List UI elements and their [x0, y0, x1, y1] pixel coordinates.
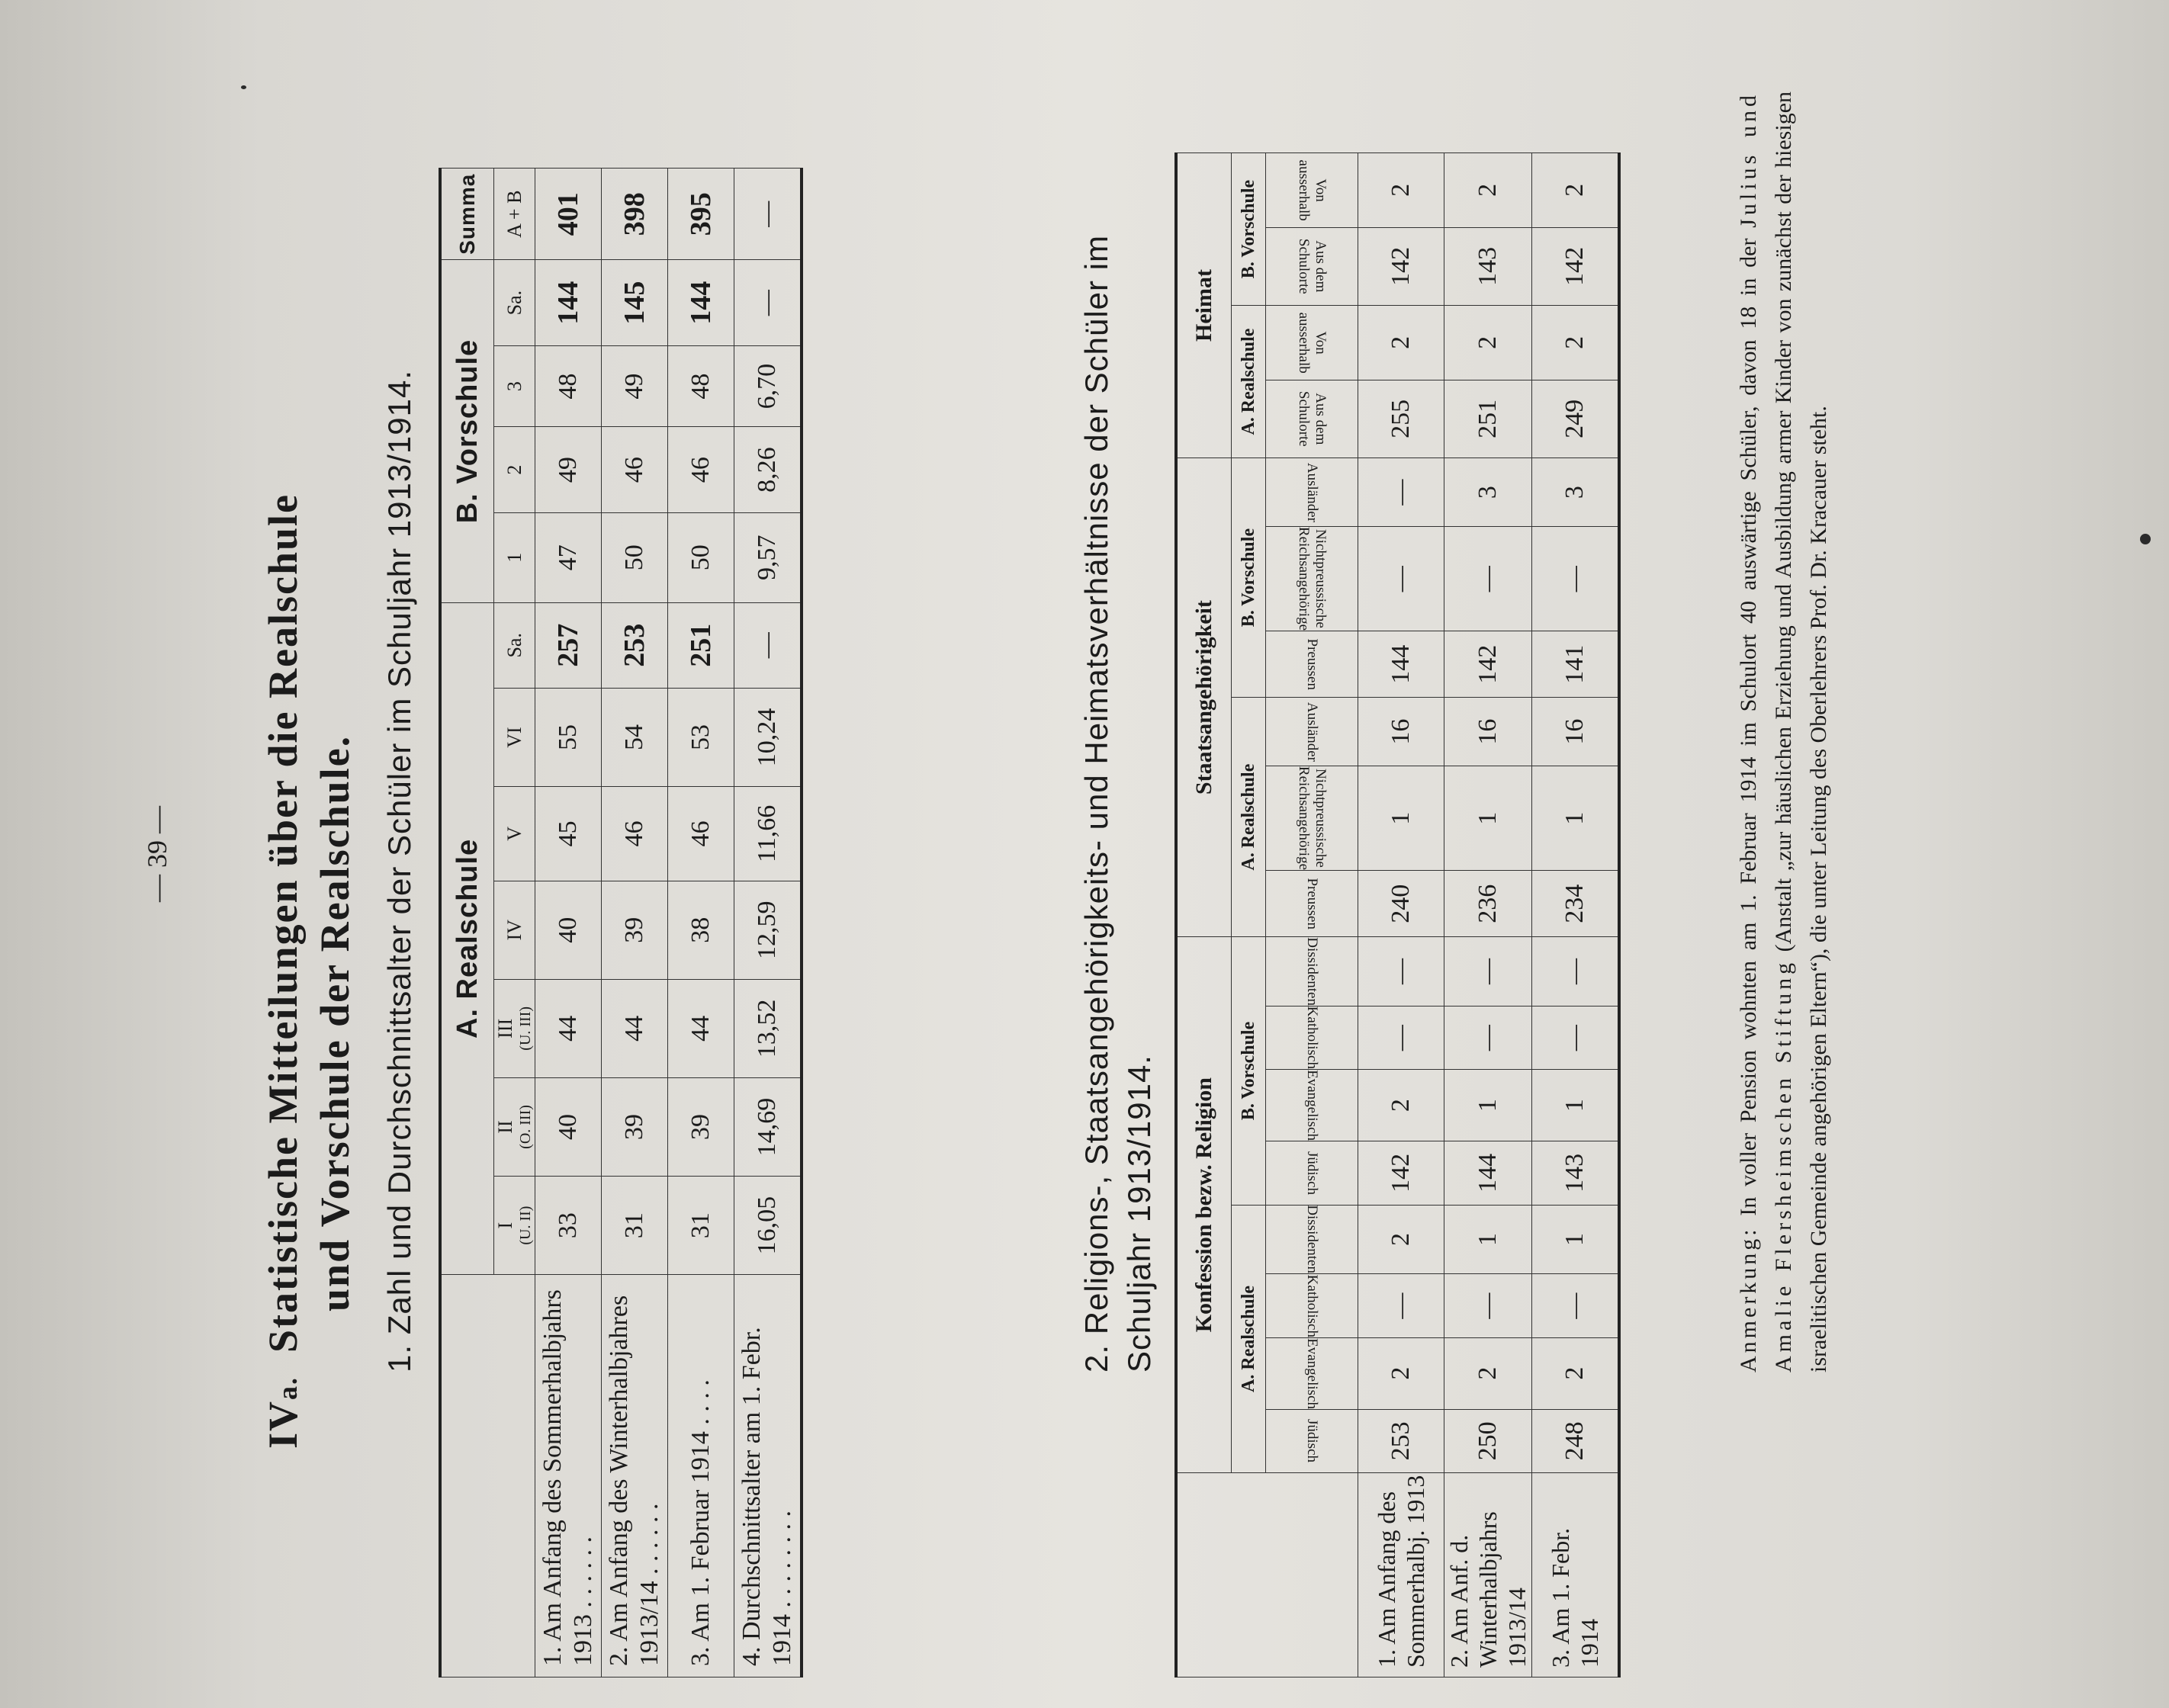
table-row [1358, 153, 1444, 1678]
table-cell: 14,69 [734, 1077, 802, 1176]
table-cell: 1 [1532, 1070, 1620, 1141]
table-cell: 395 [668, 169, 734, 260]
column-header: Aus dem Schulorte [1266, 380, 1358, 458]
table-cell: — [1358, 1274, 1444, 1337]
table-cell: 1 [1444, 1070, 1532, 1141]
table-cell: 47 [535, 512, 602, 602]
column-header: Jüdisch [1266, 1141, 1358, 1206]
table-cell: — [1532, 1006, 1620, 1069]
row-label: 3. Am 1. Februar 1914 . . . . [668, 1275, 734, 1678]
table-cell: — [1444, 1274, 1532, 1337]
table-cell: 1 [1532, 1205, 1620, 1274]
table-cell: 16,05 [734, 1177, 802, 1275]
subgroup-header: A. Realschule [1232, 698, 1266, 937]
column-header: Nichtpreussische Reichsangehörige [1266, 527, 1358, 631]
subgroup-header: A. Realschule [1232, 1205, 1266, 1473]
footnote-key: Anmerkung: [1736, 1226, 1761, 1372]
table-cell: 255 [1358, 380, 1444, 458]
table-cell: 13,52 [734, 979, 802, 1077]
table-cell: 253 [1358, 1409, 1444, 1473]
column-header: Von ausserhalb [1266, 153, 1358, 228]
table-cell: 10,24 [734, 688, 802, 786]
table-cell: 234 [1532, 871, 1620, 937]
column-header: Evangelisch [1266, 1337, 1358, 1409]
column-header: Von ausserhalb [1266, 306, 1358, 380]
footnote-text-1: In voller Pension wohnten am 1. Februar 1914 im Schulort 40 auswärtige Schüler, davon 18 in der [1736, 238, 1761, 1216]
table-header-row [1176, 153, 1232, 1678]
table-cell: 44 [668, 979, 734, 1077]
table-cell: 248 [1532, 1409, 1620, 1473]
column-header: 1 [494, 512, 535, 602]
column-header: 2 [494, 427, 535, 512]
column-header: III (U. III) [494, 979, 535, 1077]
table-cell: 12,59 [734, 881, 802, 979]
table-cell: 2 [1358, 1337, 1444, 1409]
column-header: I (U. II) [494, 1177, 535, 1275]
table-cell: 2 [1358, 1205, 1444, 1274]
table-cell: 46 [668, 787, 734, 881]
table-cell: 44 [535, 979, 602, 1077]
table-cell: 31 [602, 1177, 668, 1275]
table-cell: 49 [535, 427, 602, 512]
table-cell: 53 [668, 688, 734, 786]
table-cell: 55 [535, 688, 602, 786]
table-cell: 40 [535, 881, 602, 979]
page-number: — 39 — [142, 806, 172, 902]
table-header-row [1232, 153, 1266, 1678]
row-label: 1. Am Anfang des Sommerhalbj. 1913 [1358, 1473, 1444, 1678]
table-cell: 236 [1444, 871, 1532, 937]
column-header: Dissidenten [1266, 937, 1358, 1006]
group-header-realschule: A. Realschule [440, 602, 494, 1275]
table-cell: 48 [668, 345, 734, 427]
table-cell: — [1444, 937, 1532, 1006]
table-cell: 249 [1532, 380, 1620, 458]
table-cell: 44 [602, 979, 668, 1077]
table-cell: — [1444, 527, 1532, 631]
table-cell: 1 [1444, 1205, 1532, 1274]
group-header-heimat: Heimat [1176, 153, 1232, 458]
table-cell: 9,57 [734, 512, 802, 602]
table-cell: — [1532, 937, 1620, 1006]
table-cell: — [1358, 458, 1444, 527]
column-header: A + B [494, 169, 535, 260]
title-prefix: IV [260, 1399, 306, 1449]
table-cell: 2 [1532, 153, 1620, 228]
religion-citizenship-table [1174, 152, 1621, 1678]
table-row [1444, 153, 1532, 1678]
group-header-konfession: Konfession bezw. Religion [1176, 937, 1232, 1473]
page-title [259, 0, 358, 1449]
footnote-foundation-name: Julius und Amalie Flersheimschen Stiftung [1736, 92, 1796, 1372]
table-row [668, 169, 734, 1678]
table-cell: 2 [1358, 153, 1444, 228]
table-cell: — [1444, 1006, 1532, 1069]
table-cell: 143 [1532, 1141, 1620, 1206]
subgroup-header: B. Vorschule [1232, 458, 1266, 698]
table-cell: 50 [602, 512, 668, 602]
table-cell: — [734, 602, 802, 688]
title-line-1 [259, 0, 311, 1449]
table-header-cell [1176, 1473, 1358, 1678]
table-cell: 2 [1444, 153, 1532, 228]
table-header-row [1266, 153, 1358, 1678]
table-cell: 33 [535, 1177, 602, 1275]
column-header: Dissidenten [1266, 1205, 1358, 1274]
subgroup-header: B. Vorschule [1232, 153, 1266, 306]
table-cell: 144 [668, 260, 734, 345]
column-header: IV [494, 881, 535, 979]
table-header-row [440, 169, 494, 1678]
group-header-vorschule: B. Vorschule [440, 260, 494, 602]
table-cell: 49 [602, 345, 668, 427]
table-cell: 2 [1358, 1070, 1444, 1141]
table-cell: — [1532, 1274, 1620, 1337]
table-cell: 2 [1444, 306, 1532, 380]
table-cell: 3 [1444, 458, 1532, 527]
column-header: Katholisch [1266, 1006, 1358, 1069]
table-cell: — [734, 169, 802, 260]
age-statistics-table [439, 168, 803, 1678]
table-cell: 144 [535, 260, 602, 345]
table-cell: 142 [1444, 631, 1532, 698]
table-cell: 11,66 [734, 787, 802, 881]
table-cell: 144 [1358, 631, 1444, 698]
title-prefix-sub: a. [272, 1376, 303, 1400]
table-cell: 2 [1444, 1337, 1532, 1409]
table-cell: — [1532, 527, 1620, 631]
table-cell: 38 [668, 881, 734, 979]
table-cell: 39 [668, 1077, 734, 1176]
table-cell: 250 [1444, 1409, 1532, 1473]
table-cell: 8,26 [734, 427, 802, 512]
table-cell: 16 [1358, 698, 1444, 766]
table-cell: 143 [1444, 227, 1532, 305]
table-cell: 3 [1532, 458, 1620, 527]
table-cell: — [1358, 937, 1444, 1006]
column-header: II (O. III) [494, 1077, 535, 1176]
table-row [1532, 153, 1620, 1678]
table-cell: 1 [1532, 766, 1620, 871]
subgroup-header: A. Realschule [1232, 306, 1266, 458]
table-cell: 39 [602, 881, 668, 979]
table-cell: 257 [535, 602, 602, 688]
table-cell: 2 [1532, 1337, 1620, 1409]
subgroup-header: B. Vorschule [1232, 937, 1266, 1206]
table-cell: 240 [1358, 871, 1444, 937]
group-header-summa: Summa [440, 169, 494, 260]
table-cell: 401 [535, 169, 602, 260]
table-cell: 1 [1358, 766, 1444, 871]
footnote [1731, 92, 1836, 1372]
table-cell: 39 [602, 1077, 668, 1176]
title-line-2: und Vorschule der Realschule. [312, 734, 358, 1312]
table-cell: 398 [602, 169, 668, 260]
table-cell: 142 [1358, 227, 1444, 305]
table-cell: 145 [602, 260, 668, 345]
column-header: Nichtpreussische Reichsangehörige [1266, 766, 1358, 871]
footnote-text-2: (Anstalt „zur häuslichen Erziehung und Ausbildung armer Kinder von zunächst der hiesigen israelitischen Gemeinde angehörigen Eltern“), die unter Leitung des Oberlehrers Prof. Dr. Kracauer steht. [1771, 91, 1831, 1372]
column-header: V [494, 787, 535, 881]
table-cell: 142 [1532, 227, 1620, 305]
table-cell: 251 [1444, 380, 1532, 458]
column-header: Preussen [1266, 871, 1358, 937]
table-row [535, 169, 602, 1678]
table-cell: — [734, 260, 802, 345]
column-header: Sa. [494, 602, 535, 688]
table-cell: 253 [602, 602, 668, 688]
table-cell: 45 [535, 787, 602, 881]
column-header: Preussen [1266, 631, 1358, 698]
table-cell: 50 [668, 512, 734, 602]
table-cell: — [1358, 1006, 1444, 1069]
table-cell: 48 [535, 345, 602, 427]
column-header: VI [494, 688, 535, 786]
title-text-1: Statistische Mitteilungen über die Realschule [260, 493, 306, 1353]
table-cell: 1 [1444, 766, 1532, 871]
row-label: 3. Am 1. Febr. 1914 [1532, 1473, 1620, 1678]
table-header-cell [440, 1275, 535, 1678]
row-label: 2. Am Anf. d. Winterhalbjahrs 1913/14 [1444, 1473, 1532, 1678]
table-cell: 54 [602, 688, 668, 786]
table-cell: 142 [1358, 1141, 1444, 1206]
table-row [602, 169, 668, 1678]
table-cell: 46 [602, 787, 668, 881]
row-label: 2. Am Anfang des Winterhalbjahres 1913/14 . . . . . . [602, 1275, 668, 1678]
column-header: Evangelisch [1266, 1070, 1358, 1141]
column-header: Ausländer [1266, 698, 1358, 766]
table-cell: 40 [535, 1077, 602, 1176]
column-header: Sa. [494, 260, 535, 345]
table-cell: 2 [1532, 306, 1620, 380]
table-cell: 46 [668, 427, 734, 512]
column-header: 3 [494, 345, 535, 427]
table-row [734, 169, 802, 1678]
section-1-heading: 1. Zahl und Durchschnittsalter der Schüler im Schuljahr 1913/1914. [381, 369, 417, 1372]
table-cell: — [1358, 527, 1444, 631]
column-header: Aus dem Schulorte [1266, 227, 1358, 305]
group-header-staatsangehoerigkeit: Staatsangehörigkeit [1176, 458, 1232, 937]
section-2-heading: 2. Religions-, Staatsangehörigkeits- und Heimatsverhältnisse der Schüler im Schuljahr 1913/1914. [1078, 234, 1157, 1372]
table-cell: 6,70 [734, 345, 802, 427]
table-cell: 16 [1444, 698, 1532, 766]
column-header: Jüdisch [1266, 1409, 1358, 1473]
table-cell: 2 [1358, 306, 1444, 380]
table-cell: 16 [1532, 698, 1620, 766]
table-cell: 251 [668, 602, 734, 688]
table-cell: 141 [1532, 631, 1620, 698]
table-cell: 46 [602, 427, 668, 512]
row-label: 1. Am Anfang des Sommerhalbjahrs 1913 . . . . . . [535, 1275, 602, 1678]
column-header: Katholisch [1266, 1274, 1358, 1337]
row-label: 4. Durchschnittsalter am 1. Febr. 1914 . . . . . . . . [734, 1275, 802, 1678]
table-cell: 144 [1444, 1141, 1532, 1206]
column-header: Ausländer [1266, 458, 1358, 527]
table-cell: 31 [668, 1177, 734, 1275]
